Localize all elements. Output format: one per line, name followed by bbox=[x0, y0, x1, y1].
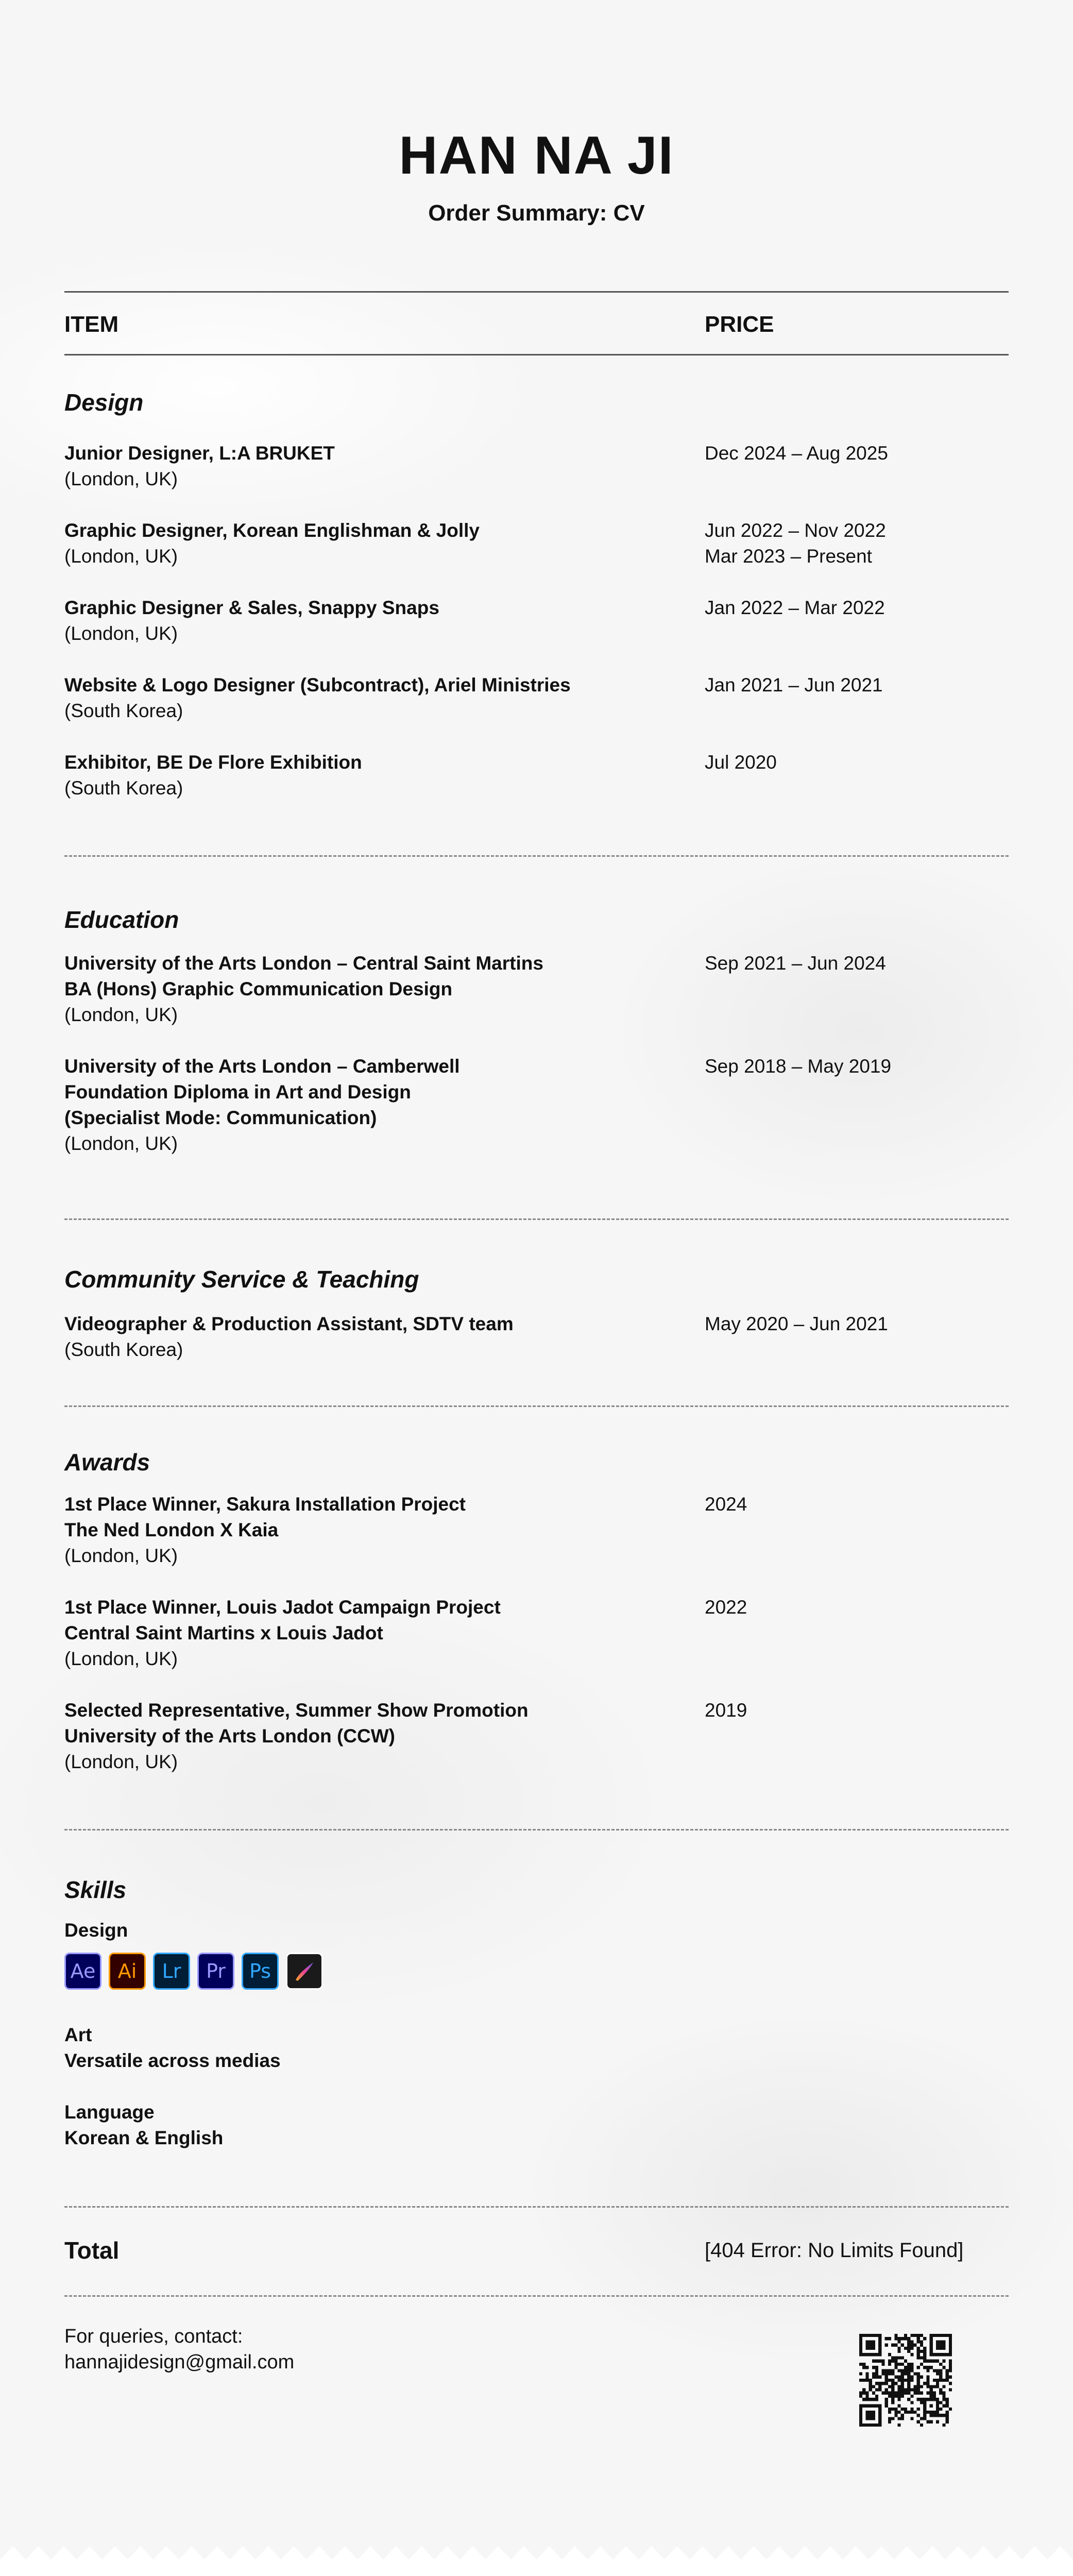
procreate-icon bbox=[286, 1953, 323, 1990]
section-divider bbox=[64, 855, 1009, 857]
item-dates: Jan 2022 – Mar 2022 bbox=[705, 597, 885, 618]
design-item bbox=[64, 518, 657, 569]
total-label: Total bbox=[64, 2237, 120, 2264]
item-dates: Jul 2020 bbox=[705, 752, 777, 773]
item-title: Selected Representative, Summer Show Promotion bbox=[64, 1700, 529, 1721]
item-location: (London, UK) bbox=[64, 546, 178, 567]
section-divider bbox=[64, 2206, 1009, 2208]
item-dates: Sep 2018 – May 2019 bbox=[705, 1056, 892, 1077]
item-location: (South Korea) bbox=[64, 700, 183, 721]
award-item bbox=[64, 1595, 657, 1672]
item-location: (South Korea) bbox=[64, 1339, 183, 1360]
skill-label-design: Design bbox=[64, 1920, 128, 1941]
item-title: Exhibitor, BE De Flore Exhibition bbox=[64, 752, 362, 773]
item-subtitle: Central Saint Martins x Louis Jadot bbox=[64, 1622, 383, 1643]
lightroom-icon: Lr bbox=[153, 1953, 190, 1990]
item-dates: Dec 2024 – Aug 2025 bbox=[705, 443, 888, 464]
skill-value-language: Korean & English bbox=[64, 2127, 224, 2148]
section-title-community: Community Service & Teaching bbox=[64, 1266, 419, 1293]
item-dates: Jun 2022 – Nov 2022 Mar 2023 – Present bbox=[705, 520, 886, 567]
software-icons bbox=[64, 1953, 323, 1991]
item-year: 2022 bbox=[705, 1597, 747, 1618]
skill-value-art: Versatile across medias bbox=[64, 2050, 281, 2071]
section-divider bbox=[64, 1405, 1009, 1407]
section-divider bbox=[64, 1829, 1009, 1831]
item-location: (London, UK) bbox=[64, 1545, 178, 1566]
design-item bbox=[64, 595, 657, 647]
design-item bbox=[64, 672, 657, 724]
item-location: (London, UK) bbox=[64, 1751, 178, 1772]
item-year: 2019 bbox=[705, 1700, 747, 1721]
item-location: (London, UK) bbox=[64, 1004, 178, 1025]
contact-prompt: For queries, contact: bbox=[64, 2326, 243, 2347]
skill-label-language: Language bbox=[64, 2102, 155, 2123]
section-title-skills: Skills bbox=[64, 1876, 127, 1903]
header-bottom-rule bbox=[64, 354, 1009, 355]
item-title: University of the Arts London – Camberwell bbox=[64, 1056, 460, 1077]
design-item bbox=[64, 750, 657, 801]
procreate-brush-icon bbox=[292, 1958, 317, 1984]
section-title-design: Design bbox=[64, 389, 144, 416]
contact-email[interactable]: hannajidesign@gmail.com bbox=[64, 2351, 295, 2373]
item-title: Videographer & Production Assistant, SDTV team bbox=[64, 1313, 514, 1334]
section-divider bbox=[64, 2295, 1009, 2297]
item-subtitle: Foundation Diploma in Art and Design bbox=[64, 1081, 411, 1103]
item-location: (London, UK) bbox=[64, 1133, 178, 1154]
item-subtitle: BA (Hons) Graphic Communication Design bbox=[64, 978, 453, 999]
item-title: Graphic Designer & Sales, Snappy Snaps bbox=[64, 597, 439, 618]
item-location: (South Korea) bbox=[64, 777, 183, 799]
after-effects-icon: Ae bbox=[64, 1953, 101, 1990]
item-title: Junior Designer, L:A BRUKET bbox=[64, 443, 335, 464]
photoshop-icon: Ps bbox=[242, 1953, 279, 1990]
column-header-item: ITEM bbox=[64, 312, 119, 337]
item-dates: Jan 2021 – Jun 2021 bbox=[705, 674, 883, 696]
item-title: 1st Place Winner, Louis Jadot Campaign Project bbox=[64, 1597, 501, 1618]
skill-label-art: Art bbox=[64, 2024, 92, 2045]
item-subtitle: (Specialist Mode: Communication) bbox=[64, 1107, 377, 1128]
item-location: (London, UK) bbox=[64, 623, 178, 644]
item-dates: Sep 2021 – Jun 2024 bbox=[705, 953, 886, 974]
contact-block bbox=[64, 2324, 294, 2375]
column-header-price: PRICE bbox=[705, 312, 774, 337]
item-year: 2024 bbox=[705, 1494, 747, 1515]
section-title-awards: Awards bbox=[64, 1449, 150, 1476]
item-title: Graphic Designer, Korean Englishman & Jolly bbox=[64, 520, 480, 541]
item-subtitle: University of the Arts London (CCW) bbox=[64, 1725, 395, 1747]
page-title: HAN NA JI bbox=[399, 126, 674, 185]
community-item bbox=[64, 1311, 657, 1363]
premiere-icon: Pr bbox=[197, 1953, 234, 1990]
page-subtitle: Order Summary: CV bbox=[428, 200, 645, 226]
item-location: (London, UK) bbox=[64, 468, 178, 489]
award-item bbox=[64, 1492, 657, 1569]
illustrator-icon: Ai bbox=[109, 1953, 146, 1990]
award-item bbox=[64, 1698, 657, 1775]
header-top-rule bbox=[64, 291, 1009, 293]
torn-edge bbox=[0, 2535, 1073, 2576]
education-item bbox=[64, 1054, 657, 1157]
design-item bbox=[64, 440, 657, 492]
item-title: 1st Place Winner, Sakura Installation Project bbox=[64, 1494, 466, 1515]
qr-code-icon[interactable] bbox=[859, 2334, 952, 2427]
section-divider bbox=[64, 1218, 1009, 1220]
item-dates: May 2020 – Jun 2021 bbox=[705, 1313, 888, 1334]
item-subtitle: The Ned London X Kaia bbox=[64, 1519, 279, 1540]
item-location: (London, UK) bbox=[64, 1648, 178, 1669]
item-title: University of the Arts London – Central Saint Martins bbox=[64, 953, 543, 974]
total-value: [404 Error: No Limits Found] bbox=[705, 2239, 964, 2262]
item-title: Website & Logo Designer (Subcontract), Ariel Ministries bbox=[64, 674, 571, 696]
education-item bbox=[64, 951, 657, 1028]
section-title-education: Education bbox=[64, 906, 179, 933]
